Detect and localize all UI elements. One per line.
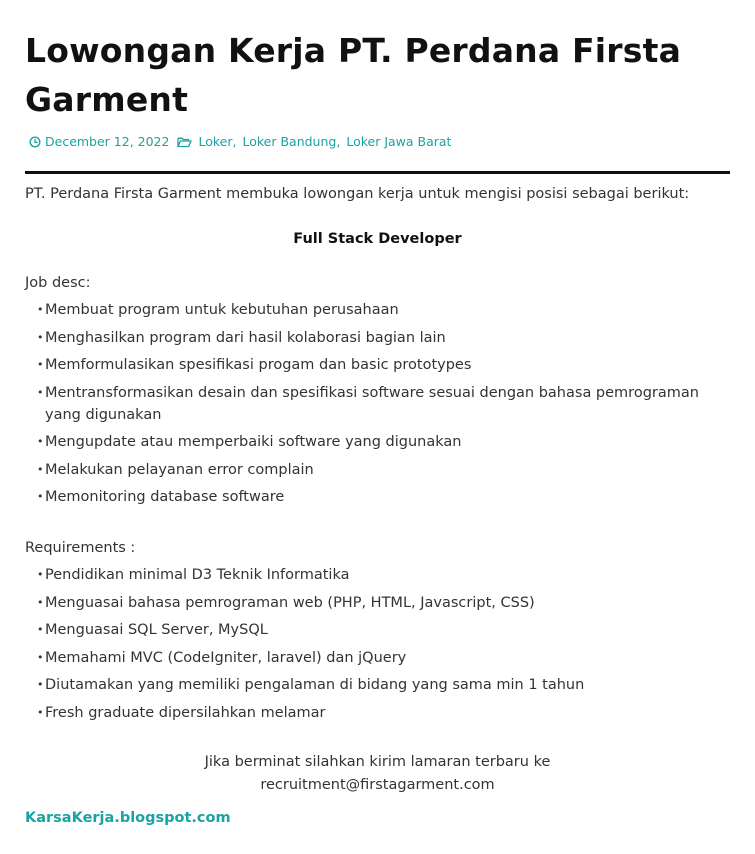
category-link-loker[interactable]: Loker [198,134,233,149]
list-item: • Melakukan pelayanan error complain [37,459,727,481]
requirements-label: Requirements : [25,540,136,556]
source-site-link[interactable]: KarsaKerja.blogspot.com [25,810,231,826]
job-desc-list [37,299,727,514]
closing-text: Jika berminat silahkan kirim lamaran terbaru ke [204,754,551,770]
list-item: • Menguasai bahasa pemrograman web (PHP, HTML, Javascript, CSS) [37,592,727,614]
recruitment-email: recruitment@firstagarment.com [260,777,495,793]
list-item: • Fresh graduate dipersilahkan melamar [37,702,727,724]
job-desc-label: Job desc: [25,275,91,291]
category-separator: , [336,134,341,149]
list-item: • Menguasai SQL Server, MySQL [37,619,727,641]
title-divider [25,171,730,174]
category-link-loker-jawa-barat[interactable]: Loker Jawa Barat [346,134,452,149]
list-item: • Memonitoring database software [37,486,727,508]
position-heading: Full Stack Developer [293,231,462,247]
folder-open-icon [177,136,192,148]
intro-text: PT. Perdana Firsta Garment membuka lowongan kerja untuk mengisi posisi sebagai berikut: [25,186,690,202]
post-date-link[interactable]: December 12, 2022 [45,134,170,149]
list-item: • Menghasilkan program dari hasil kolaborasi bagian lain [37,327,727,349]
list-item: • Diutamakan yang memiliki pengalaman di bidang yang sama min 1 tahun [37,674,727,696]
category-separator: , [232,134,237,149]
list-item: • Mentransformasikan desain dan spesifikasi software sesuai dengan bahasa pemrograman yang digunakan [37,382,727,426]
list-item: • Memformulasikan spesifikasi progam dan basic prototypes [37,354,727,376]
list-item: • Membuat program untuk kebutuhan perusahaan [37,299,727,321]
clock-icon [29,136,41,148]
post-title: Lowongan Kerja PT. Perdana Firsta Garment [25,31,682,119]
closing-note [25,751,730,797]
requirements-list [37,564,727,729]
category-link-loker-bandung[interactable]: Loker Bandung [242,134,337,149]
post-categories [177,134,451,149]
list-item: • Memahami MVC (CodeIgniter, laravel) dan jQuery [37,647,727,669]
post-meta [29,134,451,149]
list-item: • Mengupdate atau memperbaiki software yang digunakan [37,431,727,453]
list-item: • Pendidikan minimal D3 Teknik Informatika [37,564,727,586]
